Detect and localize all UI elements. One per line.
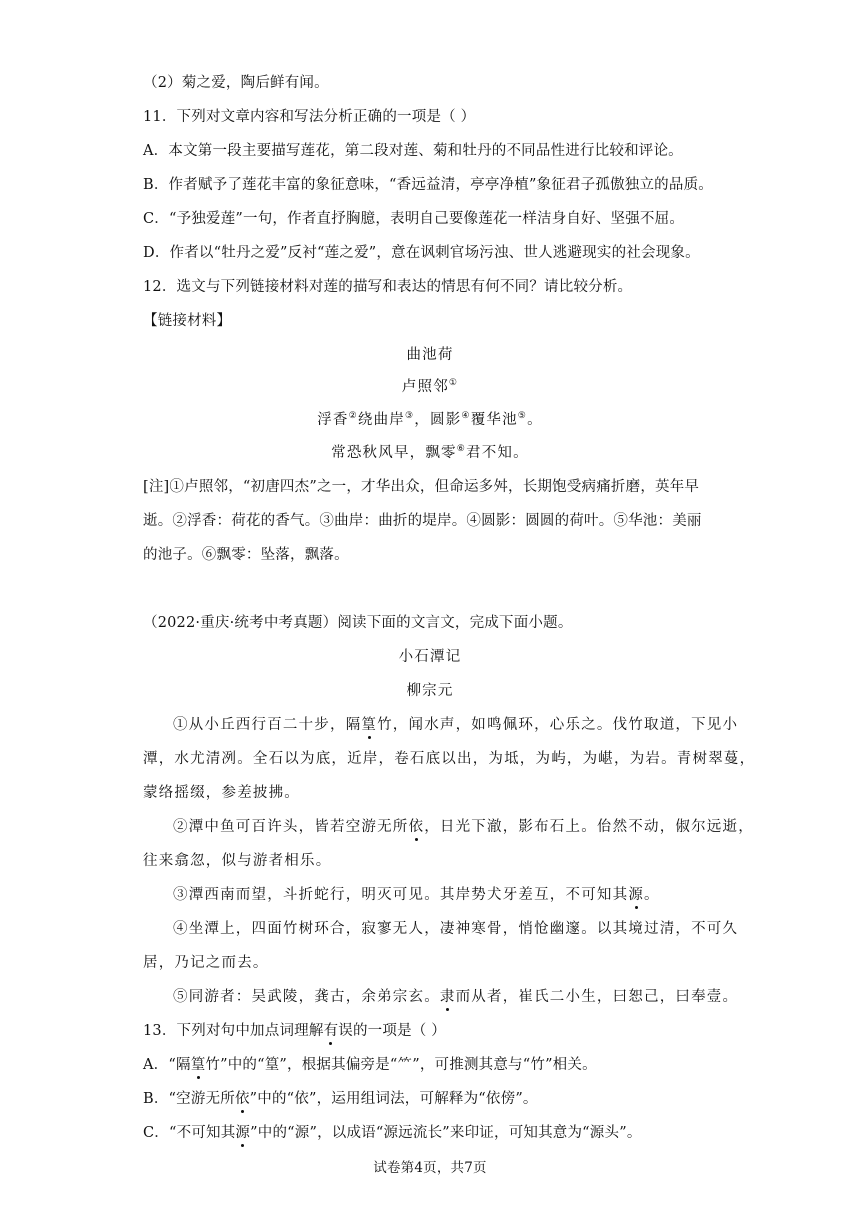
passage-p3: ③潭西南而望，斗折蛇行，明灭可见。其岸势犬牙差互，不可知其源。 bbox=[173, 887, 660, 903]
emphasis-char: 有 bbox=[323, 1023, 339, 1039]
passage-p1-line-3: 蒙络摇缀，参差披拂。 bbox=[143, 785, 300, 801]
link-material-label: 【链接材料】 bbox=[143, 313, 232, 329]
poem-title: 曲池荷 bbox=[406, 347, 454, 363]
passage-p4-line-1: ④坐潭上，四面竹树环合，寂寥无人，凄神寒骨，悄怆幽邃。以其境过清，不可久 bbox=[173, 921, 739, 937]
passage-p2-line-2: 往来翕忽，似与游者相乐。 bbox=[143, 853, 332, 869]
poem-line-2: 常恐秋风早，飘零⑥君不知。 bbox=[331, 444, 529, 461]
poem-note-line-2: 逝。②浮香：荷花的香气。③曲岸：曲折的堤岸。④圆影：圆圆的荷叶。⑤华池：美丽 bbox=[143, 513, 702, 529]
passage-p4-line-2: 居，乃记之而去。 bbox=[143, 955, 269, 971]
emphasis-char: 篁 bbox=[361, 717, 378, 733]
passage-p5: ⑤同游者：吴武陵，龚古，余弟宗玄。隶而从者，崔氏二小生，曰恕己，曰奉壹。 bbox=[173, 989, 739, 1005]
page-footer: 试卷第4页，共7页 bbox=[373, 1160, 487, 1176]
emphasis-char: 篁 bbox=[190, 1057, 206, 1073]
emphasis-char: 源 bbox=[628, 887, 645, 903]
q10-item-2: （2）菊之爱，陶后鲜有闻。 bbox=[143, 75, 329, 91]
passage-title: 小石潭记 bbox=[398, 649, 462, 665]
emphasis-char: 源 bbox=[235, 1125, 251, 1141]
q11-stem: 11．下列对文章内容和写法分析正确的一项是（ ） bbox=[143, 109, 476, 125]
q13-option-a: A．“隔篁竹”中的“篁”，根据其偏旁是“⺮”，可推测其意与“竹”相关。 bbox=[143, 1057, 597, 1073]
poem-note-line-3: 的池子。⑥飘零：坠落，飘落。 bbox=[143, 547, 349, 563]
q13-stem: 13．下列对句中加点词理解有误的一项是（ ） bbox=[143, 1023, 446, 1039]
passage-intro: （2022·重庆·统考中考真题）阅读下面的文言文，完成下面小题。 bbox=[143, 615, 573, 631]
poem-note-line-1: [注]①卢照邻，“初唐四杰”之一，才华出众，但命运多舛，长期饱受病痛折磨，英年早 bbox=[143, 479, 700, 495]
q12-stem: 12．选文与下列链接材料对莲的描写和表达的情思有何不同？请比较分析。 bbox=[143, 279, 633, 295]
q11-option-d: D．作者以“牡丹之爱”反衬“莲之爱”，意在讽刺官场污浊、世人逃避现实的社会现象。 bbox=[143, 245, 700, 261]
poem-author: 卢照邻① bbox=[401, 378, 459, 395]
emphasis-char: 依 bbox=[408, 819, 425, 835]
passage-p2-line-1: ②潭中鱼可百许头，皆若空游无所依，日光下澈，影布石上。佁然不动，俶尔远逝， bbox=[173, 819, 754, 835]
q11-option-a: A．本文第一段主要描写莲花，第二段对莲、菊和牡丹的不同品性进行比较和评论。 bbox=[143, 143, 683, 159]
passage-p1-line-2: 潭，水尤清冽。全石以为底，近岸，卷石底以出，为坻，为屿，为嵁，为岩。青树翠蔓， bbox=[143, 751, 756, 767]
q11-option-b: B．作者赋予了莲花丰富的象征意味，“香远益清，亭亭净植”象征君子孤傲独立的品质。 bbox=[143, 177, 713, 193]
passage-author: 柳宗元 bbox=[406, 683, 454, 699]
q11-option-c: C．“予独爱莲”一句，作者直抒胸臆，表明自己要像莲花一样洁身自好、坚强不屈。 bbox=[143, 211, 685, 227]
q13-option-c: C．“不可知其源”中的“源”，以成语“源远流长”来印证，可知其意为“源头”。 bbox=[143, 1125, 642, 1141]
passage-p1-line-1: ①从小丘西行百二十步，隔篁竹，闻水声，如鸣佩环，心乐之。伐竹取道，下见小 bbox=[173, 717, 739, 733]
emphasis-char: 隶 bbox=[439, 989, 456, 1005]
emphasis-char: 依 bbox=[234, 1091, 250, 1107]
q13-option-b: B．“空游无所依”中的“依”，运用组词法，可解释为“依傍”。 bbox=[143, 1091, 538, 1107]
poem-line-1: 浮香②绕曲岸③，圆影④覆华池⑤。 bbox=[317, 411, 543, 428]
